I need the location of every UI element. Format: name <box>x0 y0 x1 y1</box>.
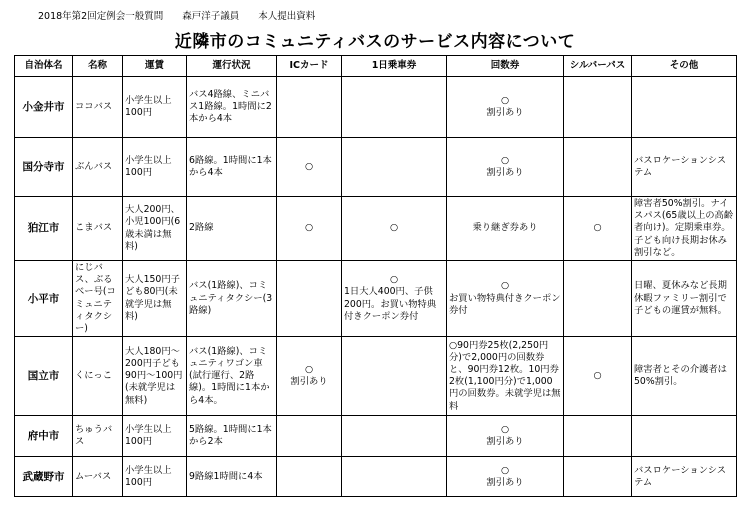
ic-card-cell: ○ <box>277 197 342 261</box>
table-row <box>15 138 737 197</box>
circle-mark: ○ <box>500 94 510 106</box>
ic-card-cell: ○ <box>277 138 342 197</box>
coupon-text: 割引あり <box>486 436 524 448</box>
coupon-cell <box>447 77 564 138</box>
page-title: 近隣市のコミュニティバスのサービス内容について <box>174 32 576 52</box>
city-cell: 武蔵野市 <box>15 457 73 497</box>
table-row <box>15 197 737 261</box>
ic-card-cell <box>277 77 342 138</box>
other-cell: 日曜、夏休みなど長期休暇ファミリー割引で子どもの運賃が無料。 <box>632 261 737 337</box>
column-header-city: 自治体名 <box>15 56 73 77</box>
service-cell: バス(1路線)、コミュニティタクシー(3路線) <box>187 261 277 337</box>
silver-pass-cell <box>564 261 632 337</box>
coupon-text: 割引あり <box>486 476 524 488</box>
column-header-coupon: 回数券 <box>447 56 564 77</box>
fare-cell: 大人180円～200円子ども90円～100円(未就学児は無料) <box>123 337 187 416</box>
city-cell: 小金井市 <box>15 77 73 138</box>
circle-mark: ○ <box>304 364 314 376</box>
name-cell: ちゅうバス <box>73 416 123 457</box>
circle-mark: ○ <box>389 274 399 286</box>
service-cell: 6路線。1時間に1本から4本 <box>187 138 277 197</box>
city-cell: 狛江市 <box>15 197 73 261</box>
fare-cell: 小学生以上100円 <box>123 416 187 457</box>
silver-pass-cell <box>564 416 632 457</box>
silver-pass-cell: ○ <box>564 337 632 416</box>
service-cell: バス(1路線)、コミュニティワゴン車(試行運行、2路線)。1時間に1本から4本。 <box>187 337 277 416</box>
column-header-fare: 運賃 <box>123 56 187 77</box>
day-pass-cell <box>342 77 447 138</box>
fare-cell: 小学生以上100円 <box>123 77 187 138</box>
table-row <box>15 416 737 457</box>
city-cell: 小平市 <box>15 261 73 337</box>
fare-cell: 小学生以上100円 <box>123 138 187 197</box>
name-cell: にじバス、ぶるべー号(コミュニティタクシー) <box>73 261 123 337</box>
silver-pass-cell <box>564 457 632 497</box>
day-pass-cell <box>342 337 447 416</box>
other-cell <box>632 77 737 138</box>
coupon-cell: ○90円券25枚(2,250円分)で2,000円の回数券と、90円券12枚。10円券2枚(1,100円分)で1,000円の回数券。未就学児は無料 <box>447 337 564 416</box>
column-header-ic-card: ICカード <box>277 56 342 77</box>
other-cell: 障害者50%割引。ナイスパス(65歳以上の高齢者向け)。定期乗車券。子ども向け長期お休み割引など。 <box>632 197 737 261</box>
coupon-cell <box>447 457 564 497</box>
silver-pass-cell: ○ <box>564 197 632 261</box>
fare-cell: 小学生以上100円 <box>123 457 187 497</box>
circle-mark: ○ <box>500 280 510 292</box>
city-cell: 国立市 <box>15 337 73 416</box>
column-header-service: 運行状況 <box>187 56 277 77</box>
ic-card-cell <box>277 261 342 337</box>
circle-mark: ○ <box>500 154 510 166</box>
city-cell: 国分寺市 <box>15 138 73 197</box>
other-cell <box>632 416 737 457</box>
table-row <box>15 261 737 337</box>
day-pass-cell <box>342 261 447 337</box>
ic-card-cell <box>277 416 342 457</box>
coupon-text: お買い物特典付きクーポン券付 <box>449 292 561 316</box>
coupon-cell <box>447 261 564 337</box>
column-header-other: その他 <box>632 56 737 77</box>
silver-pass-cell <box>564 138 632 197</box>
name-cell: くにっこ <box>73 337 123 416</box>
column-header-silver-pass: シルバーパス <box>564 56 632 77</box>
coupon-cell <box>447 416 564 457</box>
document-header: 2018年第2回定例会一般質問 森戸洋子議員 本人提出資料 <box>38 11 316 22</box>
other-cell: バスロケーションシステム <box>632 457 737 497</box>
service-cell: 5路線。1時間に1本から2本 <box>187 416 277 457</box>
circle-mark: ○ <box>500 464 510 476</box>
name-cell: ぶんバス <box>73 138 123 197</box>
city-cell: 府中市 <box>15 416 73 457</box>
day-pass-text: 1日大人400円、子供200円。お買い物特典付きクーポン券付 <box>344 286 437 322</box>
table-row <box>15 457 737 497</box>
name-cell: ココバス <box>73 77 123 138</box>
comparison-table <box>14 55 737 497</box>
name-cell: こまバス <box>73 197 123 261</box>
ic-card-cell <box>277 337 342 416</box>
name-cell: ムーバス <box>73 457 123 497</box>
column-header-day-pass: 1日乗車券 <box>342 56 447 77</box>
table-header-row <box>15 56 737 77</box>
day-pass-cell <box>342 457 447 497</box>
circle-mark: ○ <box>500 424 510 436</box>
service-cell: 2路線 <box>187 197 277 261</box>
service-cell: 9路線1時間に4本 <box>187 457 277 497</box>
service-cell: バス4路線、ミニバス1路線。1時間に2本から4本 <box>187 77 277 138</box>
coupon-cell <box>447 138 564 197</box>
fare-cell: 大人150円子ども80円(未就学児は無料) <box>123 261 187 337</box>
day-pass-cell <box>342 138 447 197</box>
column-header-name: 名称 <box>73 56 123 77</box>
coupon-text: 割引あり <box>486 107 524 118</box>
day-pass-cell: ○ <box>342 197 447 261</box>
ic-card-cell <box>277 457 342 497</box>
other-cell: 障害者とその介護者は50%割引。 <box>632 337 737 416</box>
table-row <box>15 337 737 416</box>
other-cell: バスロケーションシステム <box>632 138 737 197</box>
silver-pass-cell <box>564 77 632 138</box>
coupon-text: 割引あり <box>486 167 524 178</box>
day-pass-cell <box>342 416 447 457</box>
table-row <box>15 77 737 138</box>
ic-card-text: 割引あり <box>290 376 328 388</box>
fare-cell: 大人200円、小児100円(6歳未満は無料) <box>123 197 187 261</box>
coupon-cell: 乗り継ぎ券あり <box>447 197 564 261</box>
